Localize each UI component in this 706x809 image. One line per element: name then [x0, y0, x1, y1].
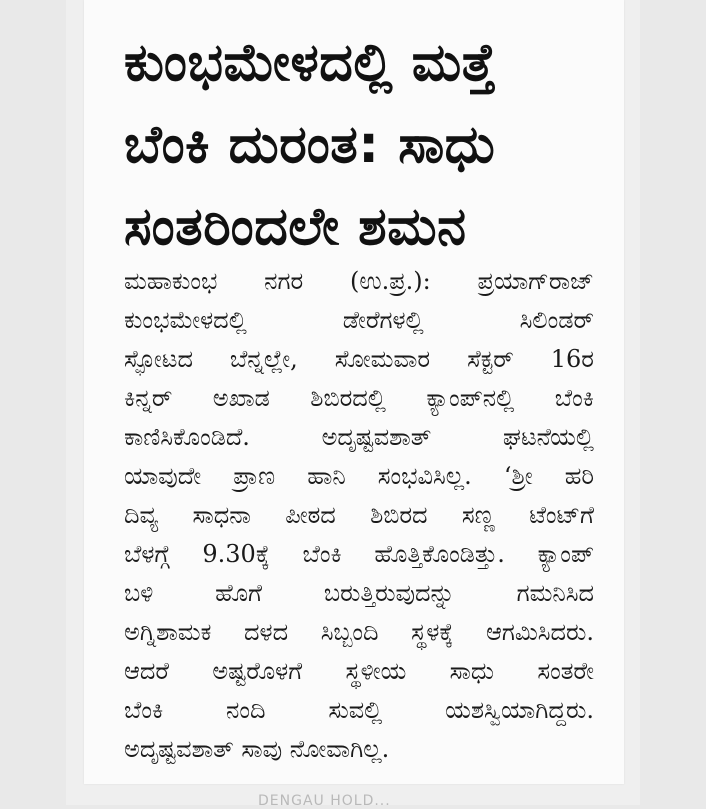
body-line: ಕಿನ್ನರ್ ಅಖಾಡ ಶಿಬಿರದಲ್ಲಿ ಕ್ಯಾಂಪ್‌ನಲ್ಲಿ ಬೆಂಕಿ	[124, 384, 594, 412]
body-line: ಅದೃಷ್ಟವಶಾತ್ ಸಾವು ನೋವಾಗಿಲ್ಲ.	[124, 735, 390, 763]
body-line: ಕುಂಭಮೇಳದಲ್ಲಿ ಡೇರೆಗಳಲ್ಲಿ ಸಿಲಿಂಡರ್	[124, 306, 594, 334]
body-line: ಮಹಾಕುಂಭ ನಗರ (ಉ.ಪ್ರ.): ಪ್ರಯಾಗ್‌ರಾಜ್	[124, 267, 594, 295]
headline-line: ಸಂತರಿಂದಲೇ ಶಮನ	[124, 197, 467, 257]
body-line: ಬೆಳಗ್ಗೆ 9.30ಕ್ಕೆ ಬೆಂಕಿ ಹೊತ್ತಿಕೊಂಡಿತ್ತು. ಕ್ಯಾಂಪ್	[124, 540, 594, 568]
body-line: ಬೆಂಕಿ ನಂದಿ ಸುವಲ್ಲಿ ಯಶಸ್ವಿಯಾಗಿದ್ದರು.	[124, 696, 594, 724]
headline	[124, 22, 604, 268]
body-line: ಅಗ್ನಿಶಾಮಕ ದಳದ ಸಿಬ್ಬಂದಿ ಸ್ಥಳಕ್ಕೆ ಆಗಮಿಸಿದರು.	[124, 618, 594, 646]
image-caption: DENGAU HOLD...	[258, 793, 391, 809]
headline-line: ಕುಂಭಮೇಳದಲ್ಲಿ ಮತ್ತೆ	[124, 33, 497, 93]
body-line: ಆದರೆ ಅಷ್ಟರೊಳಗೆ ಸ್ಥಳೀಯ ಸಾಧು ಸಂತರೇ	[124, 657, 594, 685]
body-line: ದಿವ್ಯ ಸಾಧನಾ ಪೀಠದ ಶಿಬಿರದ ಸಣ್ಣ ಟೆಂಟ್‌ಗೆ	[124, 501, 594, 529]
article-body	[124, 262, 594, 769]
body-line: ಸ್ಫೋಟದ ಬೆನ್ನಲ್ಲೇ, ಸೋಮವಾರ ಸೆಕ್ಟರ್ 16ರ	[124, 345, 594, 373]
body-line: ಯಾವುದೇ ಪ್ರಾಣ ಹಾನಿ ಸಂಭವಿಸಿಲ್ಲ. ‘ಶ್ರೀ ಹರಿ	[124, 462, 594, 490]
body-line: ಕಾಣಿಸಿಕೊಂಡಿದೆ. ಅದೃಷ್ಟವಶಾತ್ ಘಟನೆಯಲ್ಲಿ	[124, 423, 594, 451]
newspaper-clipping	[84, 0, 624, 784]
body-line: ಬಳಿ ಹೊಗೆ ಬರುತ್ತಿರುವುದನ್ನು ಗಮನಿಸಿದ	[124, 579, 594, 607]
headline-line: ಬೆಂಕಿ ದುರಂತ: ಸಾಧು	[124, 115, 496, 175]
